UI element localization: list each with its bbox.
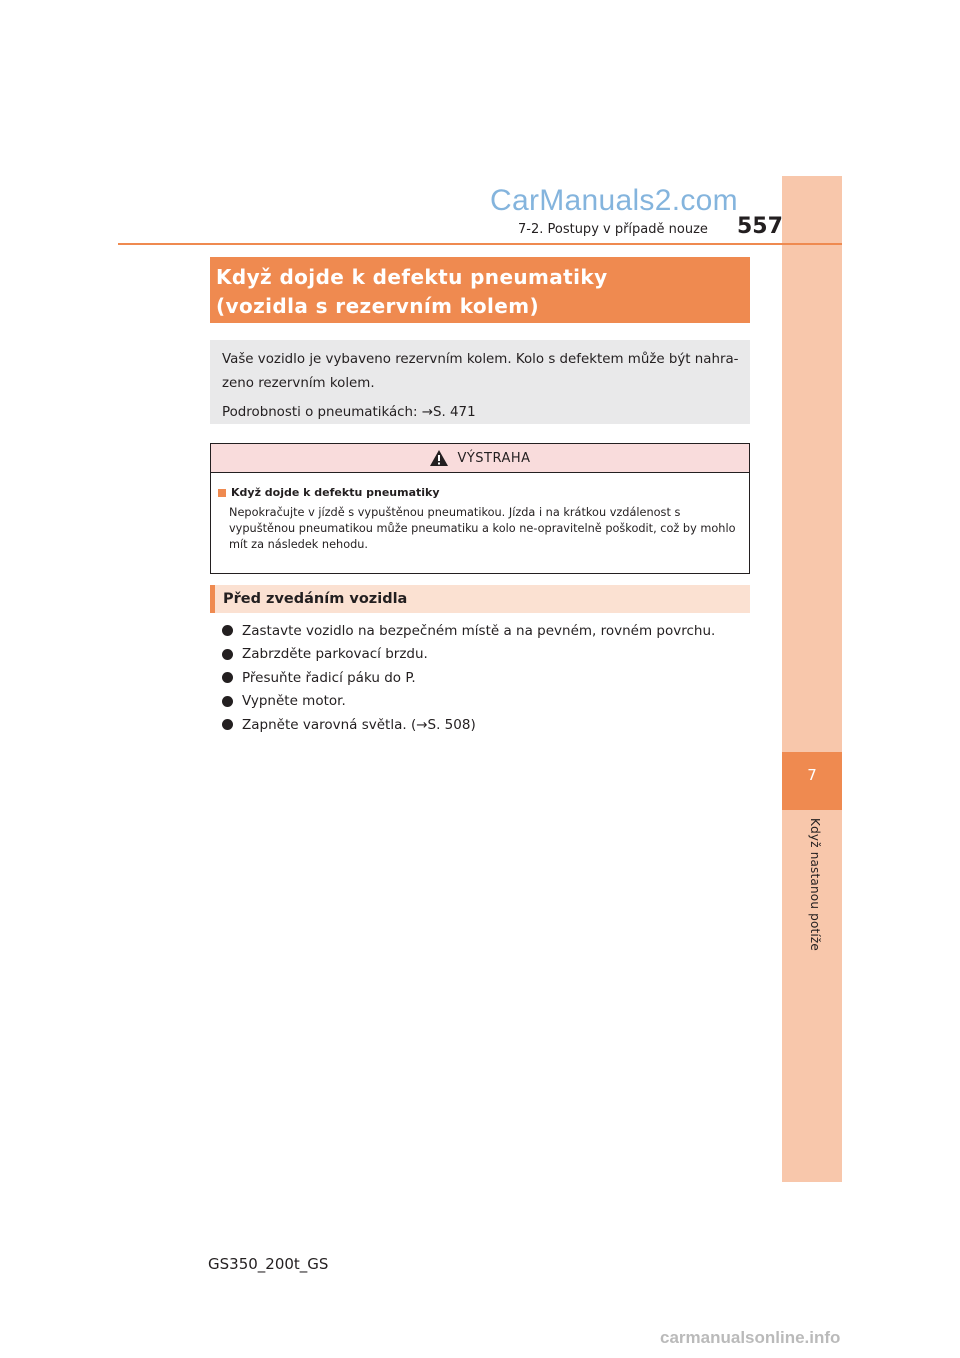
section-breadcrumb: 7-2. Postupy v případě nouze — [518, 222, 708, 237]
instruction-list — [222, 619, 752, 737]
warning-triangle-icon — [429, 449, 449, 467]
intro-box — [210, 340, 750, 424]
bullet-dot-icon — [222, 719, 233, 730]
list-item-text: Zabrzděte parkovací brzdu. — [242, 646, 428, 663]
bullet-dot-icon — [222, 696, 233, 707]
section-heading: Před zvedáním vozidla — [210, 585, 750, 613]
footer-model: GS350_200t_GS — [208, 1255, 329, 1273]
list-item-text: Zastavte vozidlo na bezpečném místě a na pevném, rovném povrchu. — [242, 622, 716, 639]
warning-text: Nepokračujte v jízdě s vypuštěnou pneumatikou. Jízda i na krátkou vzdálenost s vypuštěnou pneumatikou může pneumatiku a kolo ne-opravitelně poškodit, což by mohlo mít za následek nehodu. — [229, 506, 736, 551]
warning-box — [210, 443, 750, 574]
bullet-dot-icon — [222, 649, 233, 660]
square-bullet-icon — [218, 489, 226, 497]
list-item-text: Vypněte motor. — [242, 693, 346, 710]
list-item — [222, 619, 752, 643]
intro-reference: Podrobnosti o pneumatikách: →S. 471 — [222, 405, 476, 420]
title-line-2: (vozidla s rezervním kolem) — [216, 294, 540, 318]
list-item — [222, 690, 752, 714]
list-item-text: Přesuňte řadicí páku do P. — [242, 669, 416, 686]
warning-item-title — [218, 486, 741, 499]
warning-heading: VÝSTRAHA — [457, 450, 531, 466]
list-item — [222, 666, 752, 690]
header-divider — [118, 243, 842, 245]
footer-watermark: carmanualsonline.info — [660, 1328, 841, 1347]
chapter-number: 7 — [807, 766, 817, 784]
list-item — [222, 713, 752, 737]
warning-item-title-text: Když dojde k defektu pneumatiky — [231, 486, 440, 499]
bullet-dot-icon — [222, 625, 233, 636]
list-item — [222, 643, 752, 667]
intro-text: Vaše vozidlo je vybaveno rezervním kolem. Kolo s defektem může být nahra-zeno rezervním kolem. — [222, 352, 739, 391]
list-item-text: Zapněte varovná světla. (→S. 508) — [242, 716, 476, 733]
page-number: 557 — [737, 214, 783, 239]
warning-body — [211, 473, 749, 553]
warning-header — [211, 444, 749, 473]
bullet-dot-icon — [222, 672, 233, 683]
watermark-logo: CarManuals2.com — [490, 184, 738, 217]
page-title — [210, 257, 750, 323]
chapter-label: Když nastanou potíže — [808, 818, 822, 952]
chapter-side-tab — [782, 176, 842, 1182]
title-line-1: Když dojde k defektu pneumatiky — [216, 265, 608, 289]
